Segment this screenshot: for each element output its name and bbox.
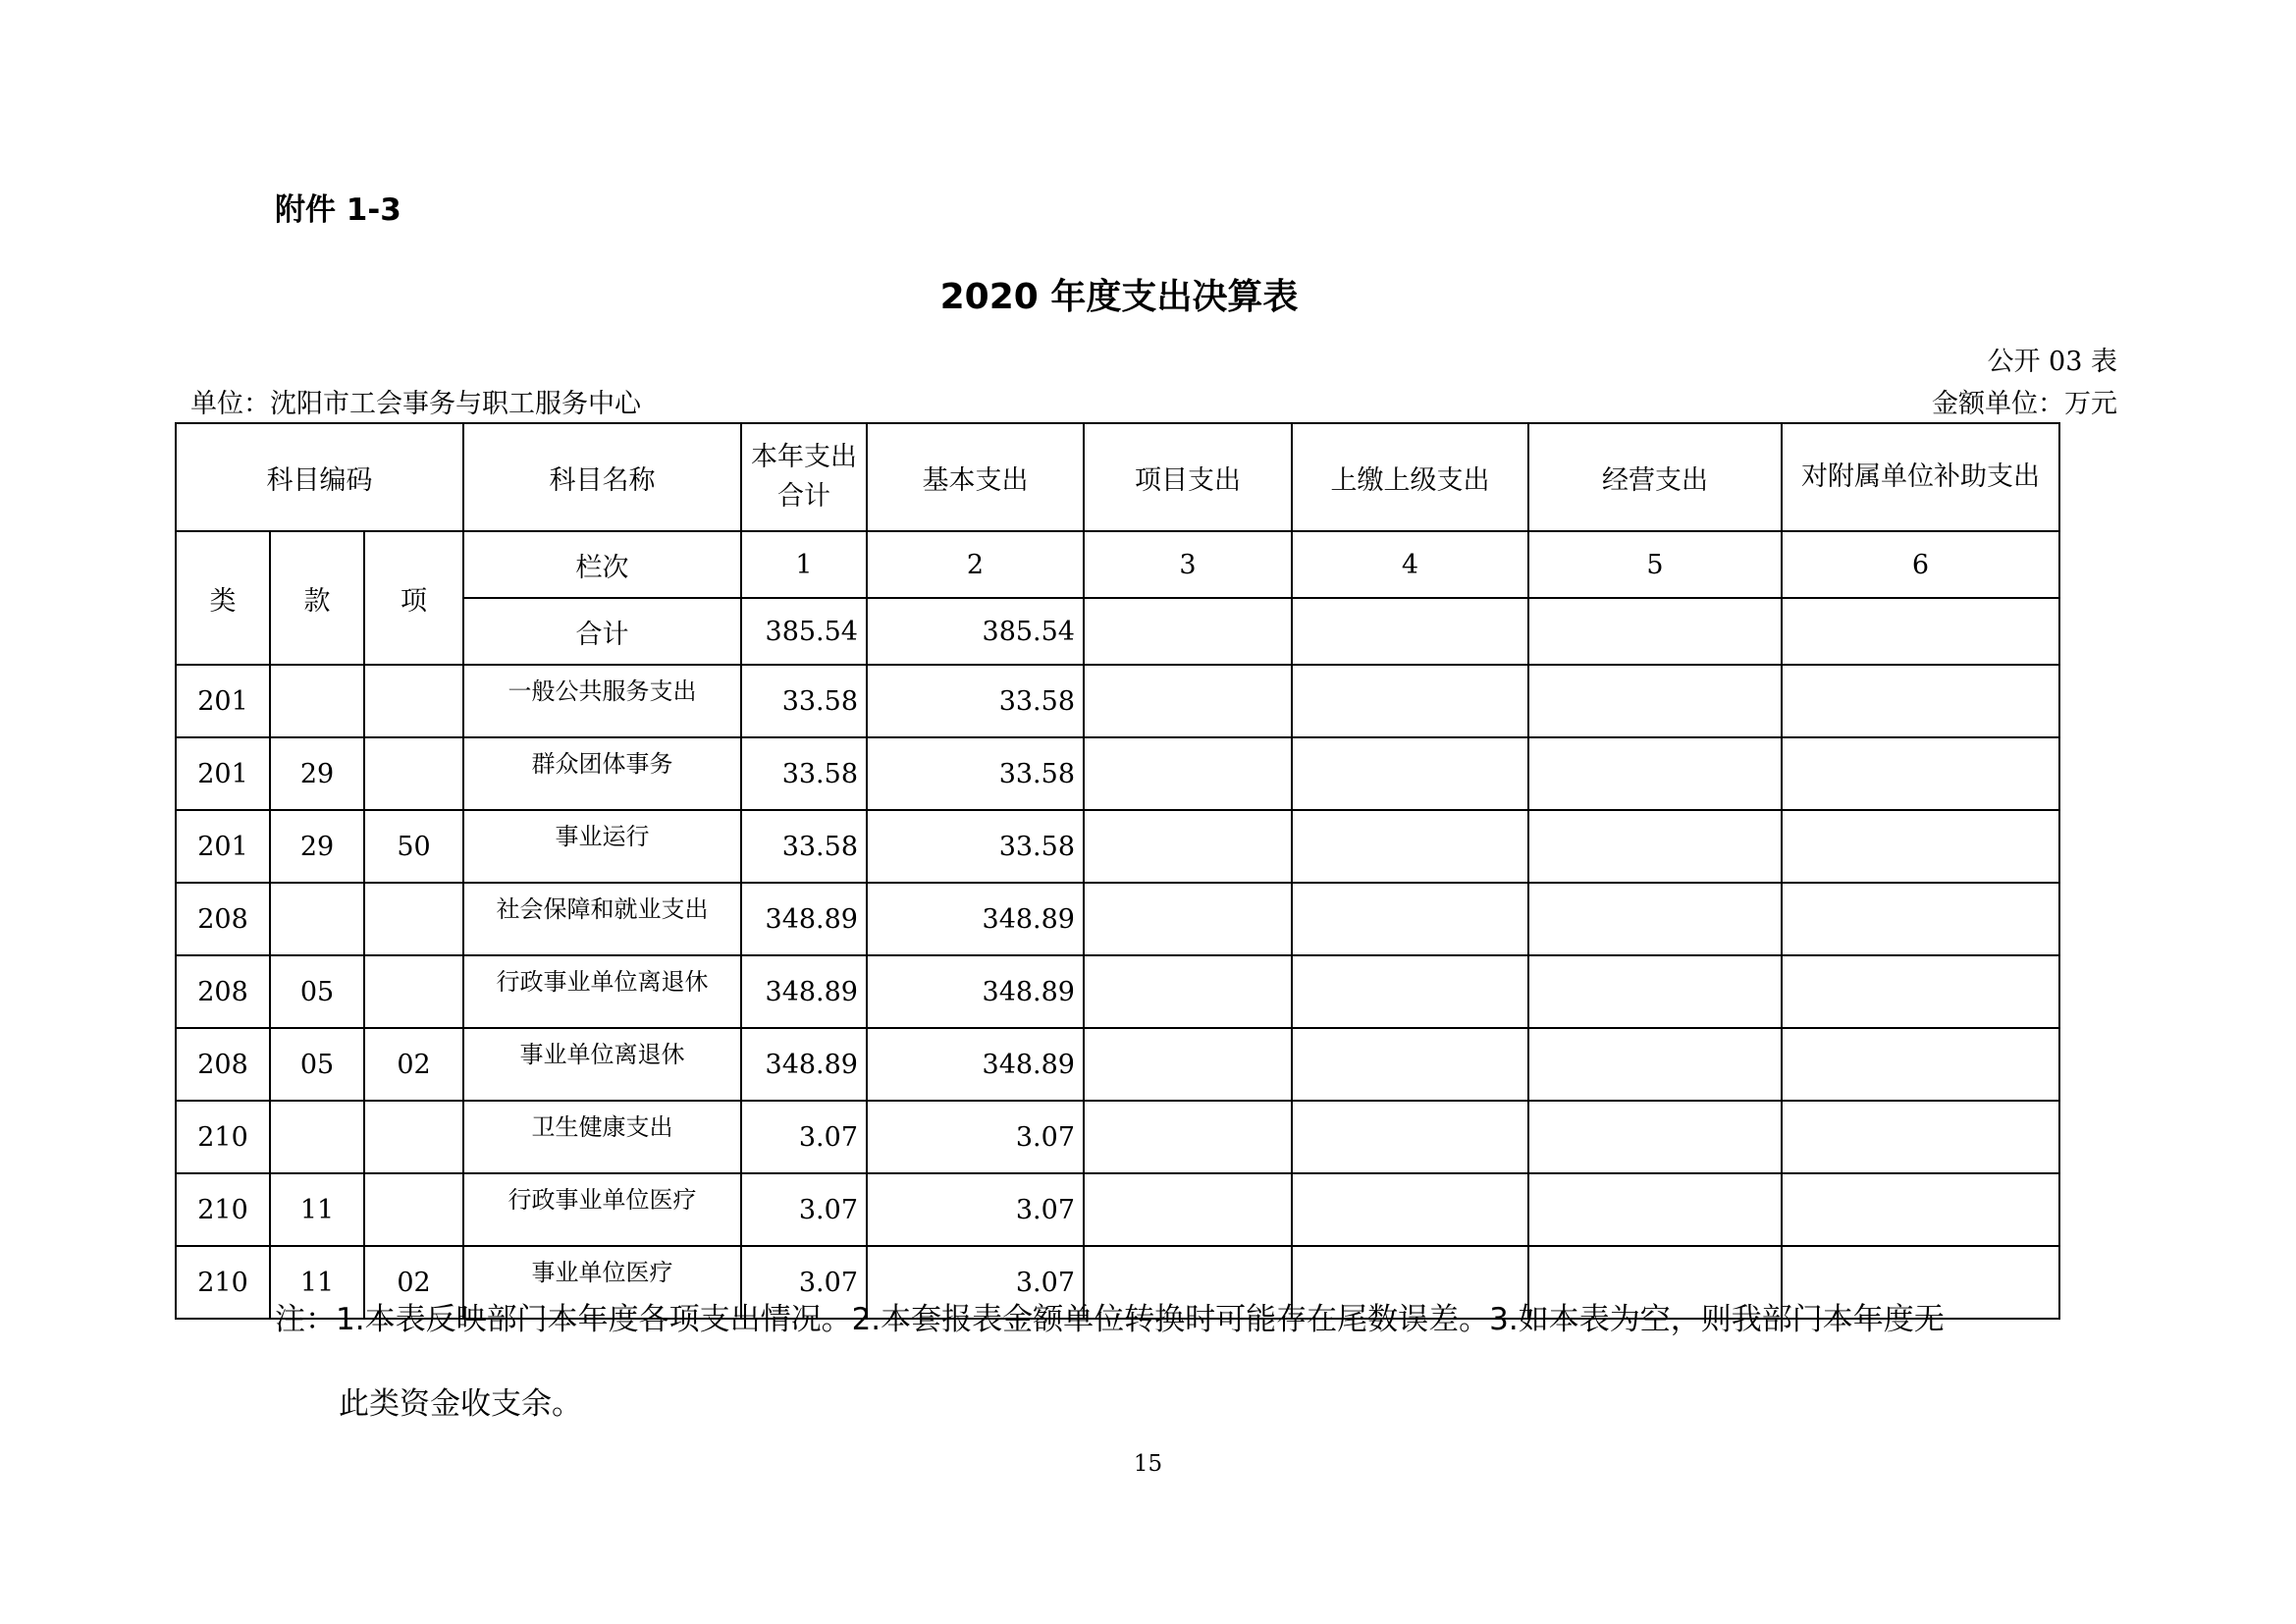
amount-business xyxy=(1528,1173,1782,1246)
code-xiang: 50 xyxy=(364,810,463,883)
amount-remit xyxy=(1292,1028,1528,1101)
code-xiang xyxy=(364,1101,463,1173)
amount-remit xyxy=(1292,1101,1528,1173)
code-kuan: 05 xyxy=(270,1028,364,1101)
item-name: 行政事业单位离退休 xyxy=(463,955,741,1028)
amount-remit xyxy=(1292,883,1528,955)
code-kuan: 11 xyxy=(270,1173,364,1246)
header-project: 项目支出 xyxy=(1084,423,1292,531)
amount-basic: 3.07 xyxy=(867,1246,1084,1319)
item-name: 事业运行 xyxy=(463,810,741,883)
code-xiang: 02 xyxy=(364,1246,463,1319)
code-lei: 208 xyxy=(176,883,270,955)
total-project xyxy=(1084,598,1292,665)
amount-basic: 3.07 xyxy=(867,1173,1084,1246)
item-name: 事业单位离退休 xyxy=(463,1028,741,1101)
amount-project xyxy=(1084,1173,1292,1246)
amount-project xyxy=(1084,810,1292,883)
code-kuan xyxy=(270,883,364,955)
table-row xyxy=(176,737,2059,810)
code-kuan: 05 xyxy=(270,955,364,1028)
amount-basic: 348.89 xyxy=(867,955,1084,1028)
code-xiang xyxy=(364,883,463,955)
header-business: 经营支出 xyxy=(1528,423,1782,531)
amount-project xyxy=(1084,1028,1292,1101)
column-num: 4 xyxy=(1292,531,1528,598)
expenditure-table xyxy=(175,422,2060,1320)
header-remit: 上缴上级支出 xyxy=(1292,423,1528,531)
amount-subsidy xyxy=(1782,883,2059,955)
amount-project xyxy=(1084,1101,1292,1173)
amount-project xyxy=(1084,737,1292,810)
total-basic: 385.54 xyxy=(867,598,1084,665)
amount-subsidy xyxy=(1782,665,2059,737)
column-label: 栏次 xyxy=(463,531,741,598)
header-total: 本年支出合计 xyxy=(741,423,867,531)
amount-total: 348.89 xyxy=(741,1028,867,1101)
footnote-line1: 注：1.本表反映部门本年度各项支出情况。2.本套报表金额单位转换时可能存在尾数误差。3.如本表为空，则我部门本年度无 xyxy=(275,1302,1945,1337)
item-name: 事业单位医疗 xyxy=(463,1246,741,1319)
amount-subsidy xyxy=(1782,955,2059,1028)
header-lei: 类 xyxy=(176,531,270,665)
amount-business xyxy=(1528,1028,1782,1101)
item-name: 行政事业单位医疗 xyxy=(463,1173,741,1246)
amount-total: 33.58 xyxy=(741,810,867,883)
amount-basic: 348.89 xyxy=(867,883,1084,955)
code-xiang xyxy=(364,955,463,1028)
amount-remit xyxy=(1292,737,1528,810)
amount-remit xyxy=(1292,955,1528,1028)
amount-total: 33.58 xyxy=(741,737,867,810)
total-amount: 385.54 xyxy=(741,598,867,665)
code-lei: 210 xyxy=(176,1101,270,1173)
amount-remit xyxy=(1292,665,1528,737)
code-xiang xyxy=(364,737,463,810)
amount-subsidy xyxy=(1782,810,2059,883)
amount-business xyxy=(1528,955,1782,1028)
amount-project xyxy=(1084,883,1292,955)
header-xiang: 项 xyxy=(364,531,463,665)
code-lei: 201 xyxy=(176,665,270,737)
item-name: 卫生健康支出 xyxy=(463,1101,741,1173)
amount-remit xyxy=(1292,810,1528,883)
code-xiang xyxy=(364,665,463,737)
amount-business xyxy=(1528,883,1782,955)
table-id: 公开 03 表 xyxy=(1987,347,2117,377)
amount-total: 3.07 xyxy=(741,1246,867,1319)
amount-basic: 33.58 xyxy=(867,737,1084,810)
amount-total: 348.89 xyxy=(741,955,867,1028)
code-kuan xyxy=(270,1101,364,1173)
total-subsidy xyxy=(1782,598,2059,665)
table-row xyxy=(176,1173,2059,1246)
code-lei: 208 xyxy=(176,955,270,1028)
amount-project xyxy=(1084,665,1292,737)
column-num: 5 xyxy=(1528,531,1782,598)
item-name: 一般公共服务支出 xyxy=(463,665,741,737)
table-row xyxy=(176,665,2059,737)
code-kuan: 11 xyxy=(270,1246,364,1319)
amount-business xyxy=(1528,1101,1782,1173)
item-name: 社会保障和就业支出 xyxy=(463,883,741,955)
code-kuan xyxy=(270,665,364,737)
amount-basic: 33.58 xyxy=(867,665,1084,737)
table-row xyxy=(176,1101,2059,1173)
amount-total: 3.07 xyxy=(741,1173,867,1246)
unit-name: 单位：沈阳市工会事务与职工服务中心 xyxy=(190,389,641,419)
code-kuan: 29 xyxy=(270,737,364,810)
code-xiang: 02 xyxy=(364,1028,463,1101)
amount-subsidy xyxy=(1782,1028,2059,1101)
currency-unit: 金额单位：万元 xyxy=(1932,389,2117,419)
amount-remit xyxy=(1292,1173,1528,1246)
header-basic: 基本支出 xyxy=(867,423,1084,531)
total-business xyxy=(1528,598,1782,665)
amount-business xyxy=(1528,737,1782,810)
table-row xyxy=(176,810,2059,883)
attachment-label: 附件 1-3 xyxy=(275,192,401,228)
column-number-row xyxy=(176,531,2059,598)
column-num: 1 xyxy=(741,531,867,598)
column-num: 3 xyxy=(1084,531,1292,598)
amount-total: 348.89 xyxy=(741,883,867,955)
code-lei: 208 xyxy=(176,1028,270,1101)
amount-basic: 3.07 xyxy=(867,1101,1084,1173)
table-row xyxy=(176,955,2059,1028)
amount-total: 33.58 xyxy=(741,665,867,737)
page-title: 2020 年度支出决算表 xyxy=(939,277,1299,317)
header-kuan: 款 xyxy=(270,531,364,665)
amount-subsidy xyxy=(1782,1101,2059,1173)
item-name: 群众团体事务 xyxy=(463,737,741,810)
amount-business xyxy=(1528,665,1782,737)
total-label: 合计 xyxy=(463,598,741,665)
code-kuan: 29 xyxy=(270,810,364,883)
code-lei: 210 xyxy=(176,1246,270,1319)
code-lei: 201 xyxy=(176,810,270,883)
amount-basic: 33.58 xyxy=(867,810,1084,883)
amount-basic: 348.89 xyxy=(867,1028,1084,1101)
code-lei: 201 xyxy=(176,737,270,810)
code-xiang xyxy=(364,1173,463,1246)
table-row xyxy=(176,883,2059,955)
header-subsidy: 对附属单位补助支出 xyxy=(1782,423,2059,531)
header-name: 科目名称 xyxy=(463,423,741,531)
total-remit xyxy=(1292,598,1528,665)
column-num: 6 xyxy=(1782,531,2059,598)
column-num: 2 xyxy=(867,531,1084,598)
amount-business xyxy=(1528,810,1782,883)
code-lei: 210 xyxy=(176,1173,270,1246)
amount-subsidy xyxy=(1782,737,2059,810)
header-row xyxy=(176,423,2059,531)
table-row xyxy=(176,1028,2059,1101)
amount-total: 3.07 xyxy=(741,1101,867,1173)
amount-project xyxy=(1084,955,1292,1028)
amount-subsidy xyxy=(1782,1173,2059,1246)
header-code: 科目编码 xyxy=(176,423,463,531)
page-number: 15 xyxy=(1133,1451,1163,1477)
footnote-line2: 此类资金收支余。 xyxy=(339,1386,582,1422)
